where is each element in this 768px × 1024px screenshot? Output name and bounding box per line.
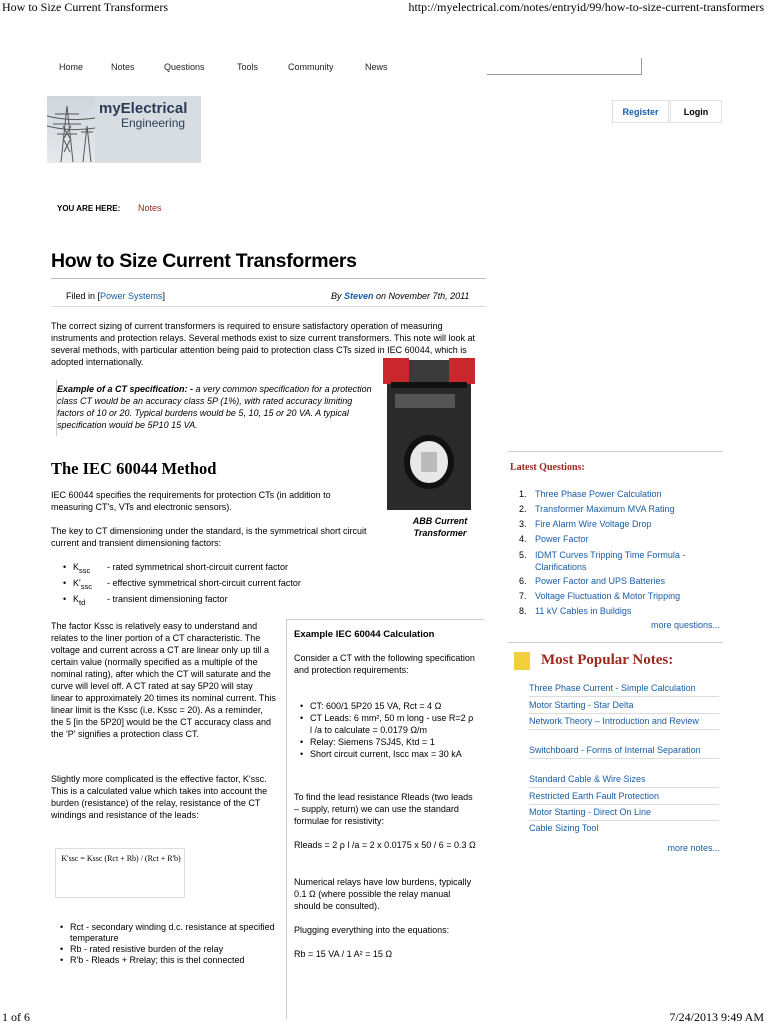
latest-questions-list	[519, 487, 719, 619]
popular-notes-title: Most Popular Notes:	[541, 652, 674, 668]
ct-spec-quote	[57, 383, 377, 431]
nav-community[interactable]: Community	[288, 62, 334, 72]
question-number: 1.	[519, 489, 527, 499]
question-link[interactable]: Power Factor	[535, 534, 589, 544]
byline	[331, 291, 469, 301]
question-item[interactable]	[519, 517, 719, 532]
question-number: 3.	[519, 519, 527, 529]
note-icon	[514, 652, 530, 670]
factor-desc: - rated symmetrical short-circuit current factor	[107, 562, 289, 572]
iec-paragraph-1: IEC 60044 specifies the requirements for protection CTs (in addition to measuring CT's, VTs and electronic sensors).	[51, 490, 331, 512]
site-logo[interactable]	[47, 96, 201, 163]
example-title: Example IEC 60044 Calculation	[294, 629, 435, 640]
question-link[interactable]: Power Factor and UPS Batteries	[535, 576, 666, 586]
quote-text: a very common specification for a protection class CT would be an accuracy class 5P (1%), with rated accuracy limiting factors of 10 or 20. Typical burdens would be 5, 10, 15 or 20 VA. A typical specification would be 5P10 15 VA.	[57, 384, 372, 430]
popular-note-link[interactable]: Three Phase Current - Simple Calculation	[529, 682, 719, 697]
logo-text-secondary: Engineering	[121, 116, 186, 130]
question-link[interactable]: Transformer Maximum MVA Rating	[535, 504, 675, 514]
question-item[interactable]	[519, 604, 719, 619]
search-input[interactable]	[487, 58, 642, 75]
login-button[interactable]: Login	[670, 100, 722, 123]
byline-divider	[51, 306, 486, 307]
spec-item: • CT Leads: 6 mm², 50 m long - use R=2 ρ l /a to calculate = 0.0179 Ω/m	[300, 712, 476, 736]
popular-note-link[interactable]: Network Theory – Introduction and Review	[529, 715, 719, 730]
filed-suffix: ]	[162, 291, 166, 301]
question-link[interactable]: Three Phase Power Calculation	[535, 489, 662, 499]
page-title: How to Size Current Transformers	[51, 250, 357, 272]
nav-questions[interactable]: Questions	[164, 62, 205, 72]
lead-resistance-paragraph: To find the lead resistance Rleads (two leads – supply, return) we can use the standard formulae for resistivity:	[294, 792, 473, 826]
example-intro: Consider a CT with the following specification and protection requirements:	[294, 653, 475, 675]
category-link[interactable]: Power Systems	[100, 291, 163, 301]
factor-item	[63, 561, 363, 577]
definition-item: • Rb - rated resistive burden of the relay	[60, 944, 280, 955]
factor-symbol-main: K	[73, 562, 80, 572]
question-link[interactable]: 11 kV Cables in Buildigs	[535, 606, 632, 616]
ct-photo	[381, 352, 477, 512]
intro-paragraph: The correct sizing of current transformers is required to ensure satisfactory operation of measuring instruments and protection relays. Several methods exist to size current transformers. This note will look at several methods, with particular attention being paid to protection class CTs sized in IEC 60044, which is adopted internationally.	[51, 321, 476, 367]
quote-lead: Example of a CT specification: -	[57, 384, 196, 394]
question-link[interactable]: IDMT Curves Tripping Time Formula - Clarifications	[535, 550, 686, 572]
question-item[interactable]	[519, 589, 719, 604]
plugging-paragraph: Plugging everything into the equations:	[294, 925, 450, 935]
definition-item: • Rct - secondary winding d.c. resistance at specified temperature	[60, 922, 280, 944]
question-link[interactable]: Fire Alarm Wire Voltage Drop	[535, 519, 652, 529]
date-text: on November 7th, 2011	[373, 291, 470, 301]
factor-symbol	[73, 593, 107, 609]
spec-item: • Relay: Siemens 7SJ45, Ktd = 1	[300, 736, 476, 748]
example-spec-list	[300, 700, 476, 760]
popular-note-link[interactable]: Motor Starting - Direct On Line	[529, 806, 719, 821]
author-link[interactable]: Steven	[344, 291, 374, 301]
factor-symbol-sub: td	[79, 597, 86, 607]
factor-symbol-sub: ssc	[80, 581, 92, 591]
logo-text-primary: myElectrical	[99, 100, 188, 117]
nav-notes[interactable]: Notes	[111, 62, 135, 72]
spec-item: • Short circuit current, Iscc max = 30 kA	[300, 748, 476, 760]
definition-list	[60, 922, 280, 966]
popular-note-link[interactable]: Cable Sizing Tool	[529, 823, 599, 833]
popular-note-link[interactable]: Switchboard - Forms of Internal Separation	[529, 744, 719, 759]
question-number: 6.	[519, 576, 527, 586]
nav-news[interactable]: News	[365, 62, 388, 72]
kssc-formula	[55, 848, 185, 898]
more-questions-link[interactable]: more questions...	[650, 620, 720, 630]
factor-symbol-main: K'	[73, 577, 81, 588]
question-number: 5.	[519, 550, 527, 560]
by-prefix: By	[331, 291, 345, 301]
breadcrumb-label: YOU ARE HERE:	[57, 204, 121, 213]
effective-factor-paragraph: Slightly more complicated is the effective factor, K'ssc. This is a calculated value which takes into account the burden (resistance) of the relay, resistance of the CT windings and resistance of the leads:	[51, 774, 268, 820]
rb-calc: Rb = 15 VA / 1 A² = 15 Ω	[294, 949, 393, 959]
popular-note-link[interactable]: Standard Cable & Wire Sizes	[529, 773, 719, 788]
title-divider	[51, 278, 486, 279]
pylon-image	[47, 96, 95, 163]
question-number: 8.	[519, 606, 527, 616]
iec-section-heading: The IEC 60044 Method	[51, 459, 217, 478]
factor-symbol-sub: ssc	[79, 565, 91, 575]
factor-list	[63, 561, 363, 608]
print-footer-date: 7/24/2013 9:49 AM	[669, 1010, 764, 1024]
question-item[interactable]	[519, 549, 719, 573]
factor-symbol	[73, 577, 107, 593]
question-link[interactable]: Voltage Fluctuation & Motor Tripping	[535, 591, 681, 601]
factor-item	[63, 577, 363, 593]
relay-burden-paragraph: Numerical relays have low burdens, typically 0.1 Ω (where possible the relay manual should be consulted).	[294, 877, 472, 911]
iec-paragraph-2: The key to CT dimensioning under the standard, is the symmetrical short circuit current and transient dimensioning factors:	[51, 526, 367, 548]
print-header-url: http://myelectrical.com/notes/entryid/99/how-to-size-current-transformers	[408, 0, 764, 14]
lead-resistance-calc: Rleads = 2 ρ l /a = 2 x 0.0175 x 50 / 6 = 0.3 Ω	[294, 840, 476, 850]
print-header-title: How to Size Current Transformers	[2, 0, 168, 14]
question-number: 7.	[519, 591, 527, 601]
popular-note-link[interactable]: Motor Starting - Star Delta	[529, 699, 719, 714]
formula-text: K'ssc = Kssc (Rct + Rb) / (Rct + R'b)	[61, 854, 181, 863]
filed-in	[66, 291, 165, 301]
factor-desc: - transient dimensioning factor	[107, 593, 228, 604]
spec-item: • CT: 600/1 5P20 15 VA, Rct = 4 Ω	[300, 700, 476, 712]
latest-questions-title: Latest Questions:	[510, 462, 585, 473]
breadcrumb-notes-link[interactable]: Notes	[138, 203, 162, 213]
more-notes-link[interactable]: more notes...	[667, 843, 720, 853]
print-footer-page: 1 of 6	[2, 1010, 30, 1024]
question-item[interactable]	[519, 532, 719, 547]
nav-home[interactable]: Home	[59, 62, 84, 72]
kssc-paragraph: The factor Kssc is relatively easy to understand and relates to the liner portion of a CT characteristic. The voltage and current across a CT are linear only up till a certain value (normally specified as a multiple of the nominal rating), after which the CT will saturate and the curve will level off. A CT rated at say 5P20 will stay linear to approximately 20 times its nominal current. This linear limit is the Kssc (i.e. Kssc = 20). As a reminder, the 5 [in the 5P20] would be the CT accuracy class and the 'P' signifies a protection class CT.	[51, 621, 276, 739]
factor-desc: - effective symmetrical short-circuit current factor	[107, 577, 301, 588]
factor-symbol	[73, 561, 107, 577]
filed-prefix: Filed in [	[66, 291, 101, 301]
factor-item	[63, 593, 363, 609]
question-item[interactable]	[519, 502, 719, 517]
factor-symbol-main: K	[73, 593, 80, 604]
nav-tools[interactable]: Tools	[237, 62, 259, 72]
register-button[interactable]: Register	[612, 100, 669, 123]
question-number: 4.	[519, 534, 527, 544]
question-item[interactable]	[519, 487, 719, 502]
ct-photo-caption: ABB Current Transformer	[412, 516, 468, 538]
popular-note-link[interactable]: Restricted Earth Fault Protection	[529, 790, 719, 805]
question-number: 2.	[519, 504, 527, 514]
definition-item: • R'b - Rleads + Rrelay; this is thel connected	[60, 955, 280, 966]
question-item[interactable]	[519, 574, 719, 589]
